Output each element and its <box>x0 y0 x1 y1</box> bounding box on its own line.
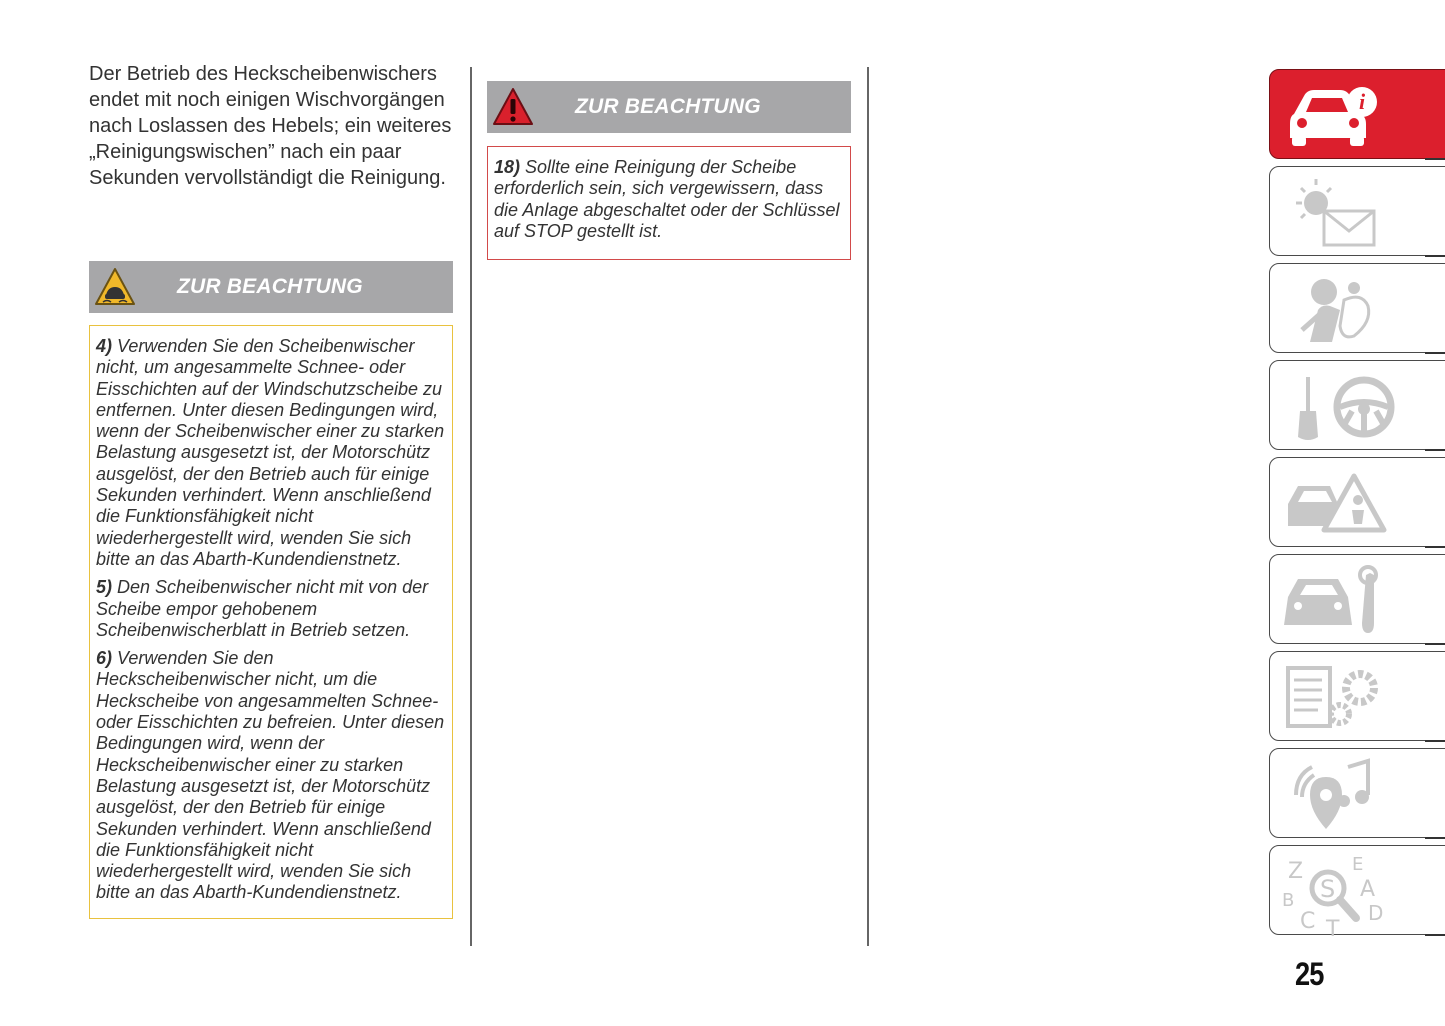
svg-text:E: E <box>1352 854 1364 875</box>
warning-box-left <box>89 325 453 919</box>
svg-text:C: C <box>1300 909 1316 934</box>
svg-text:B: B <box>1282 890 1295 911</box>
warning-header-left <box>89 261 453 313</box>
alphabetical-index-icon <box>1282 852 1402 937</box>
tab-vehicle-info[interactable] <box>1269 69 1445 159</box>
tab-emergency[interactable] <box>1269 457 1445 547</box>
warning-box-right <box>487 146 851 260</box>
warning-title-left: ZUR BEACHTUNG <box>177 275 363 298</box>
car-skid-warning-icon <box>93 266 137 308</box>
svg-text:T: T <box>1326 917 1340 937</box>
svg-text:A: A <box>1360 877 1376 902</box>
warning-item: 4) Verwenden Sie den Scheibenwischer nicht, um angesammelte Schnee- oder Eisschichten auf der Windschutzscheibe zu entfernen. Unter diesen Bedingungen wird, wenn der Scheibenwischer einer zu starken Belastung ausgesetzt ist, der Motorschütz ausgelöst, der den Betrieb auch für einige Sekunden verhindert. Wenn anschließend die Funktionsfähigkeit nicht wiederhergestellt wird, wenden Sie sich bitte an das Abarth-Kundendienstnetz. <box>96 336 445 569</box>
svg-text:S: S <box>1320 875 1336 903</box>
danger-exclamation-icon <box>491 86 535 128</box>
car-info-icon <box>1282 76 1402 156</box>
warning-lights-message-icon <box>1282 173 1402 253</box>
airbag-safety-icon <box>1282 270 1402 350</box>
body-paragraph: Der Betrieb des Heckscheibenwischers endet mit noch einigen Wischvorgängen nach Loslassen des Hebels; ein weiteres „Reinigungswischen” nach ein paar Sekunden vervollständigt die Reinigung. <box>89 63 452 189</box>
tab-lights-messages[interactable] <box>1269 166 1445 256</box>
column-divider-2 <box>867 67 869 946</box>
svg-text:i: i <box>1358 89 1366 114</box>
tab-starting-driving[interactable] <box>1269 360 1445 450</box>
tab-maintenance[interactable] <box>1269 554 1445 644</box>
warning-item: 5) Den Scheibenwischer nicht mit von der Scheibe empor gehobenem Scheibenwischerblatt in Betrieb setzen. <box>96 577 429 640</box>
tab-safety[interactable] <box>1269 263 1445 353</box>
key-steering-wheel-icon <box>1282 367 1402 447</box>
technical-data-gears-icon <box>1282 658 1402 738</box>
svg-text:D: D <box>1368 901 1384 925</box>
warning-header-right <box>487 81 851 133</box>
tab-multimedia[interactable] <box>1269 748 1445 838</box>
svg-text:Z: Z <box>1288 859 1304 884</box>
tab-index[interactable] <box>1269 845 1445 935</box>
column-divider-1 <box>470 67 472 946</box>
car-breakdown-triangle-icon <box>1282 464 1402 544</box>
car-maintenance-wrench-icon <box>1282 561 1402 641</box>
page-number: 25 <box>1295 956 1324 992</box>
warning-title-right: ZUR BEACHTUNG <box>575 95 761 118</box>
warning-item: 6) Verwenden Sie den Heckscheibenwischer nicht, um die Heckscheibe von angesammelten Schnee- oder Eisschichten zu befreien. Unter diesen Bedingungen wird, wenn der Heckscheibenwischer einer zu starken Belastung ausgesetzt ist, der Motorschütz ausgelöst, der den Betrieb für einige Sekunden verhindert. Wenn anschließend die Funktionsfähigkeit nicht wiederhergestellt wird, wenden Sie sich bitte an das Abarth-Kundendienstnetz. <box>96 648 445 903</box>
tab-technical-data[interactable] <box>1269 651 1445 741</box>
warning-item: 18) Sollte eine Reinigung der Scheibe erforderlich sein, sich vergewissern, dass die Anlage abgeschaltet oder der Schlüssel auf STOP gestellt ist. <box>494 157 840 241</box>
multimedia-icon <box>1282 755 1402 835</box>
